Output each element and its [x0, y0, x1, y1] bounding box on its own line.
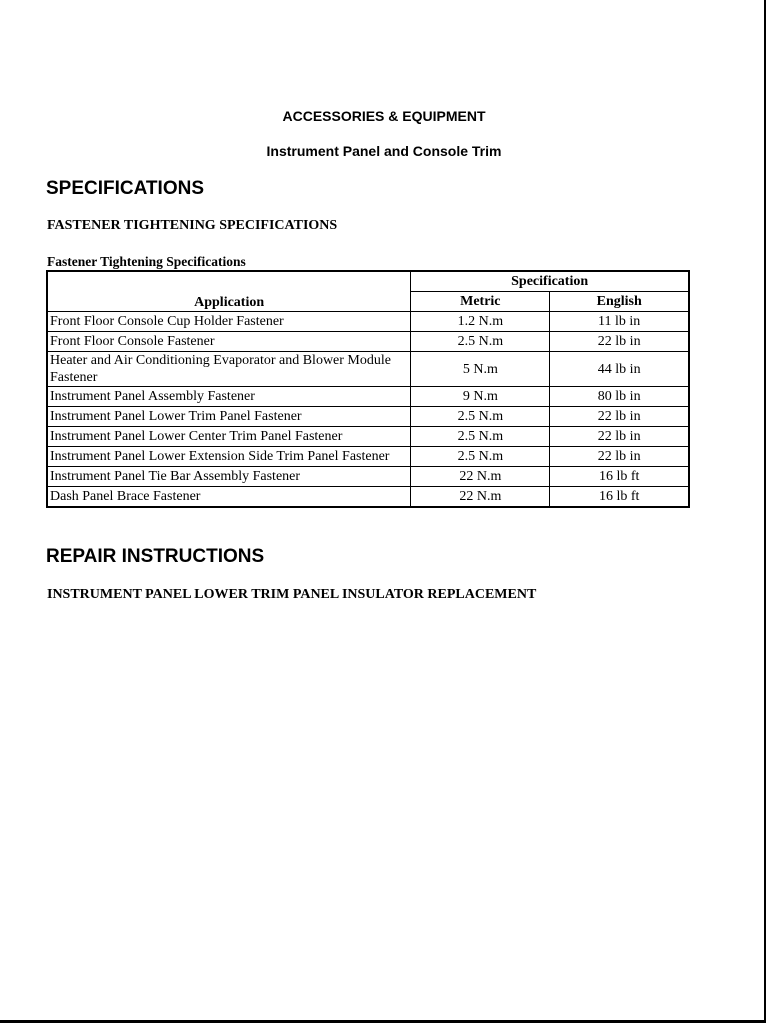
column-header-english: English [550, 292, 689, 312]
table-row [47, 467, 689, 487]
cell-metric: 5 N.m [411, 352, 550, 387]
cell-english: 80 lb in [550, 387, 689, 407]
table-row [47, 487, 689, 508]
fastener-spec-table [46, 270, 690, 508]
table-row [47, 387, 689, 407]
cell-metric: 2.5 N.m [411, 332, 550, 352]
cell-english: 44 lb in [550, 352, 689, 387]
cell-english: 11 lb in [550, 312, 689, 332]
cell-metric: 2.5 N.m [411, 407, 550, 427]
cell-metric: 2.5 N.m [411, 447, 550, 467]
cell-english: 22 lb in [550, 427, 689, 447]
cell-metric: 22 N.m [411, 487, 550, 508]
subsection-title: Instrument Panel and Console Trim [266, 143, 502, 159]
cell-english: 22 lb in [550, 332, 689, 352]
cell-application: Dash Panel Brace Fastener [47, 487, 411, 508]
cell-application: Instrument Panel Lower Extension Side Trim Panel Fastener [47, 447, 411, 467]
cell-application: Front Floor Console Cup Holder Fastener [47, 312, 411, 332]
table-header-row-group [47, 271, 689, 292]
cell-english: 22 lb in [550, 407, 689, 427]
cell-metric: 9 N.m [411, 387, 550, 407]
cell-english: 22 lb in [550, 447, 689, 467]
cell-application: Instrument Panel Lower Center Trim Panel Fastener [47, 427, 411, 447]
cell-metric: 22 N.m [411, 467, 550, 487]
cell-application: Instrument Panel Lower Trim Panel Fastener [47, 407, 411, 427]
table-row [47, 447, 689, 467]
column-group-header-specification: Specification [411, 271, 689, 292]
cell-metric: 1.2 N.m [411, 312, 550, 332]
specifications-heading: SPECIFICATIONS [46, 178, 204, 199]
table-row [47, 352, 689, 387]
repair-procedure-subheading: INSTRUMENT PANEL LOWER TRIM PANEL INSULATOR REPLACEMENT [47, 587, 537, 602]
column-header-metric: Metric [411, 292, 550, 312]
cell-english: 16 lb ft [550, 467, 689, 487]
section-title: ACCESSORIES & EQUIPMENT [282, 108, 486, 124]
cell-metric: 2.5 N.m [411, 427, 550, 447]
column-header-application: Application [47, 271, 411, 312]
repair-instructions-heading: REPAIR INSTRUCTIONS [46, 546, 265, 567]
cell-application: Front Floor Console Fastener [47, 332, 411, 352]
table-row [47, 407, 689, 427]
fastener-specs-subheading: FASTENER TIGHTENING SPECIFICATIONS [47, 218, 338, 233]
cell-application: Instrument Panel Assembly Fastener [47, 387, 411, 407]
table-caption: Fastener Tightening Specifications [47, 254, 246, 269]
cell-application: Heater and Air Conditioning Evaporator and Blower Module Fastener [47, 352, 411, 387]
cell-english: 16 lb ft [550, 487, 689, 508]
table-row [47, 427, 689, 447]
table-row [47, 312, 689, 332]
cell-application: Instrument Panel Tie Bar Assembly Fastener [47, 467, 411, 487]
table-row [47, 332, 689, 352]
